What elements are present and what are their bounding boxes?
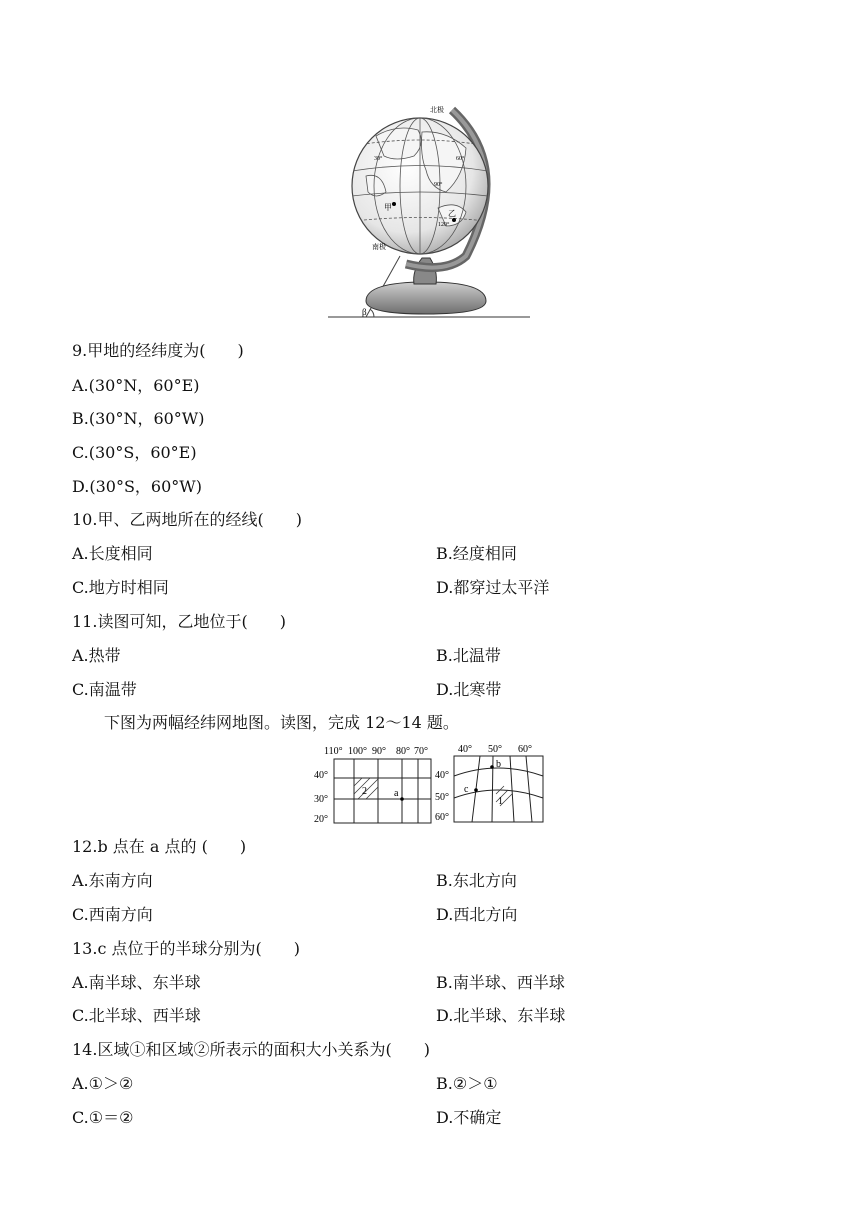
left-point-a	[400, 797, 404, 801]
left-region-2: 2	[362, 786, 367, 797]
q11-option-d[interactable]: D.北寒带	[436, 680, 502, 699]
jia-label: 甲	[384, 203, 392, 212]
q11-option-c[interactable]: C.南温带	[72, 680, 137, 699]
right-lon-50: 50°	[488, 744, 502, 755]
right-lon-40: 40°	[458, 744, 472, 755]
q11-option-b[interactable]: B.北温带	[436, 646, 501, 665]
q9-stem: 9.甲地的经纬度为( )	[72, 341, 244, 360]
right-lon-60: 60°	[518, 744, 532, 755]
q12-option-b[interactable]: B.东北方向	[436, 871, 517, 890]
q14-option-b[interactable]: B.②＞①	[436, 1074, 498, 1093]
right-point-c	[474, 788, 478, 792]
lon-120-label: 120°	[438, 222, 450, 228]
q12-option-d[interactable]: D.西北方向	[436, 905, 518, 924]
beta-label: β	[362, 307, 367, 317]
left-lon-100: 100°	[348, 746, 367, 757]
yi-point	[452, 218, 456, 222]
left-lon-80: 80°	[396, 746, 410, 757]
q12-option-a[interactable]: A.东南方向	[72, 871, 153, 890]
q9-option-d[interactable]: D.(30°S，60°W)	[72, 477, 202, 496]
q13-stem: 13.c 点位于的半球分别为( )	[72, 939, 300, 958]
q12-stem: 12.b 点在 a 点的 ( )	[72, 837, 247, 856]
south-pole-label: 南极	[372, 243, 386, 251]
q10-option-c[interactable]: C.地方时相同	[72, 578, 169, 597]
right-lat-50: 50°	[435, 792, 449, 803]
yi-label: 乙	[448, 209, 456, 218]
right-point-c-label: c	[464, 784, 469, 795]
left-lat-40: 40°	[314, 770, 328, 781]
q13-option-a[interactable]: A.南半球、东半球	[72, 973, 201, 992]
q10-stem: 10.甲、乙两地所在的经线( )	[72, 510, 302, 529]
q14-stem: 14.区域①和区域②所表示的面积大小关系为( )	[72, 1040, 430, 1059]
lon-90-label: 90°	[434, 182, 443, 188]
right-lat-60: 60°	[435, 812, 449, 823]
lat-30-label: 30°	[374, 156, 383, 162]
right-point-b-label: b	[496, 759, 501, 770]
q9-option-c[interactable]: C.(30°S，60°E)	[72, 443, 197, 462]
right-region-1: 1	[498, 796, 503, 807]
left-lat-30: 30°	[314, 794, 328, 805]
q14-option-d[interactable]: D.不确定	[436, 1108, 502, 1127]
jia-point	[392, 202, 396, 206]
north-pole-label: 北极	[430, 106, 444, 114]
globe-figure	[326, 96, 536, 324]
left-lat-20: 20°	[314, 814, 328, 825]
right-lat-40: 40°	[435, 770, 449, 781]
intro-text: 下图为两幅经纬网地图。读图，完成 12～14 题。	[104, 713, 459, 732]
q12-option-c[interactable]: C.西南方向	[72, 905, 153, 924]
left-lon-70: 70°	[414, 746, 428, 757]
left-lon-90: 90°	[372, 746, 386, 757]
q9-option-b[interactable]: B.(30°N，60°W)	[72, 409, 205, 428]
q14-option-a[interactable]: A.①＞②	[72, 1074, 134, 1093]
q13-option-c[interactable]: C.北半球、西半球	[72, 1006, 201, 1025]
left-point-a-label: a	[394, 788, 399, 799]
q14-option-c[interactable]: C.①＝②	[72, 1108, 134, 1127]
right-point-b	[490, 765, 494, 769]
q13-option-b[interactable]: B.南半球、西半球	[436, 973, 565, 992]
q11-stem: 11.读图可知，乙地位于( )	[72, 612, 286, 631]
q13-option-d[interactable]: D.北半球、东半球	[436, 1006, 566, 1025]
q10-option-d[interactable]: D.都穿过太平洋	[436, 578, 550, 597]
q10-option-a[interactable]: A.长度相同	[72, 544, 153, 563]
q9-option-a[interactable]: A.(30°N，60°E)	[72, 376, 200, 395]
q10-option-b[interactable]: B.经度相同	[436, 544, 517, 563]
left-lon-110: 110°	[324, 746, 343, 757]
grid-map-right	[434, 742, 548, 828]
lon-60-label: 60°	[456, 156, 465, 162]
grid-map-left	[312, 742, 438, 828]
q11-option-a[interactable]: A.热带	[72, 646, 121, 665]
